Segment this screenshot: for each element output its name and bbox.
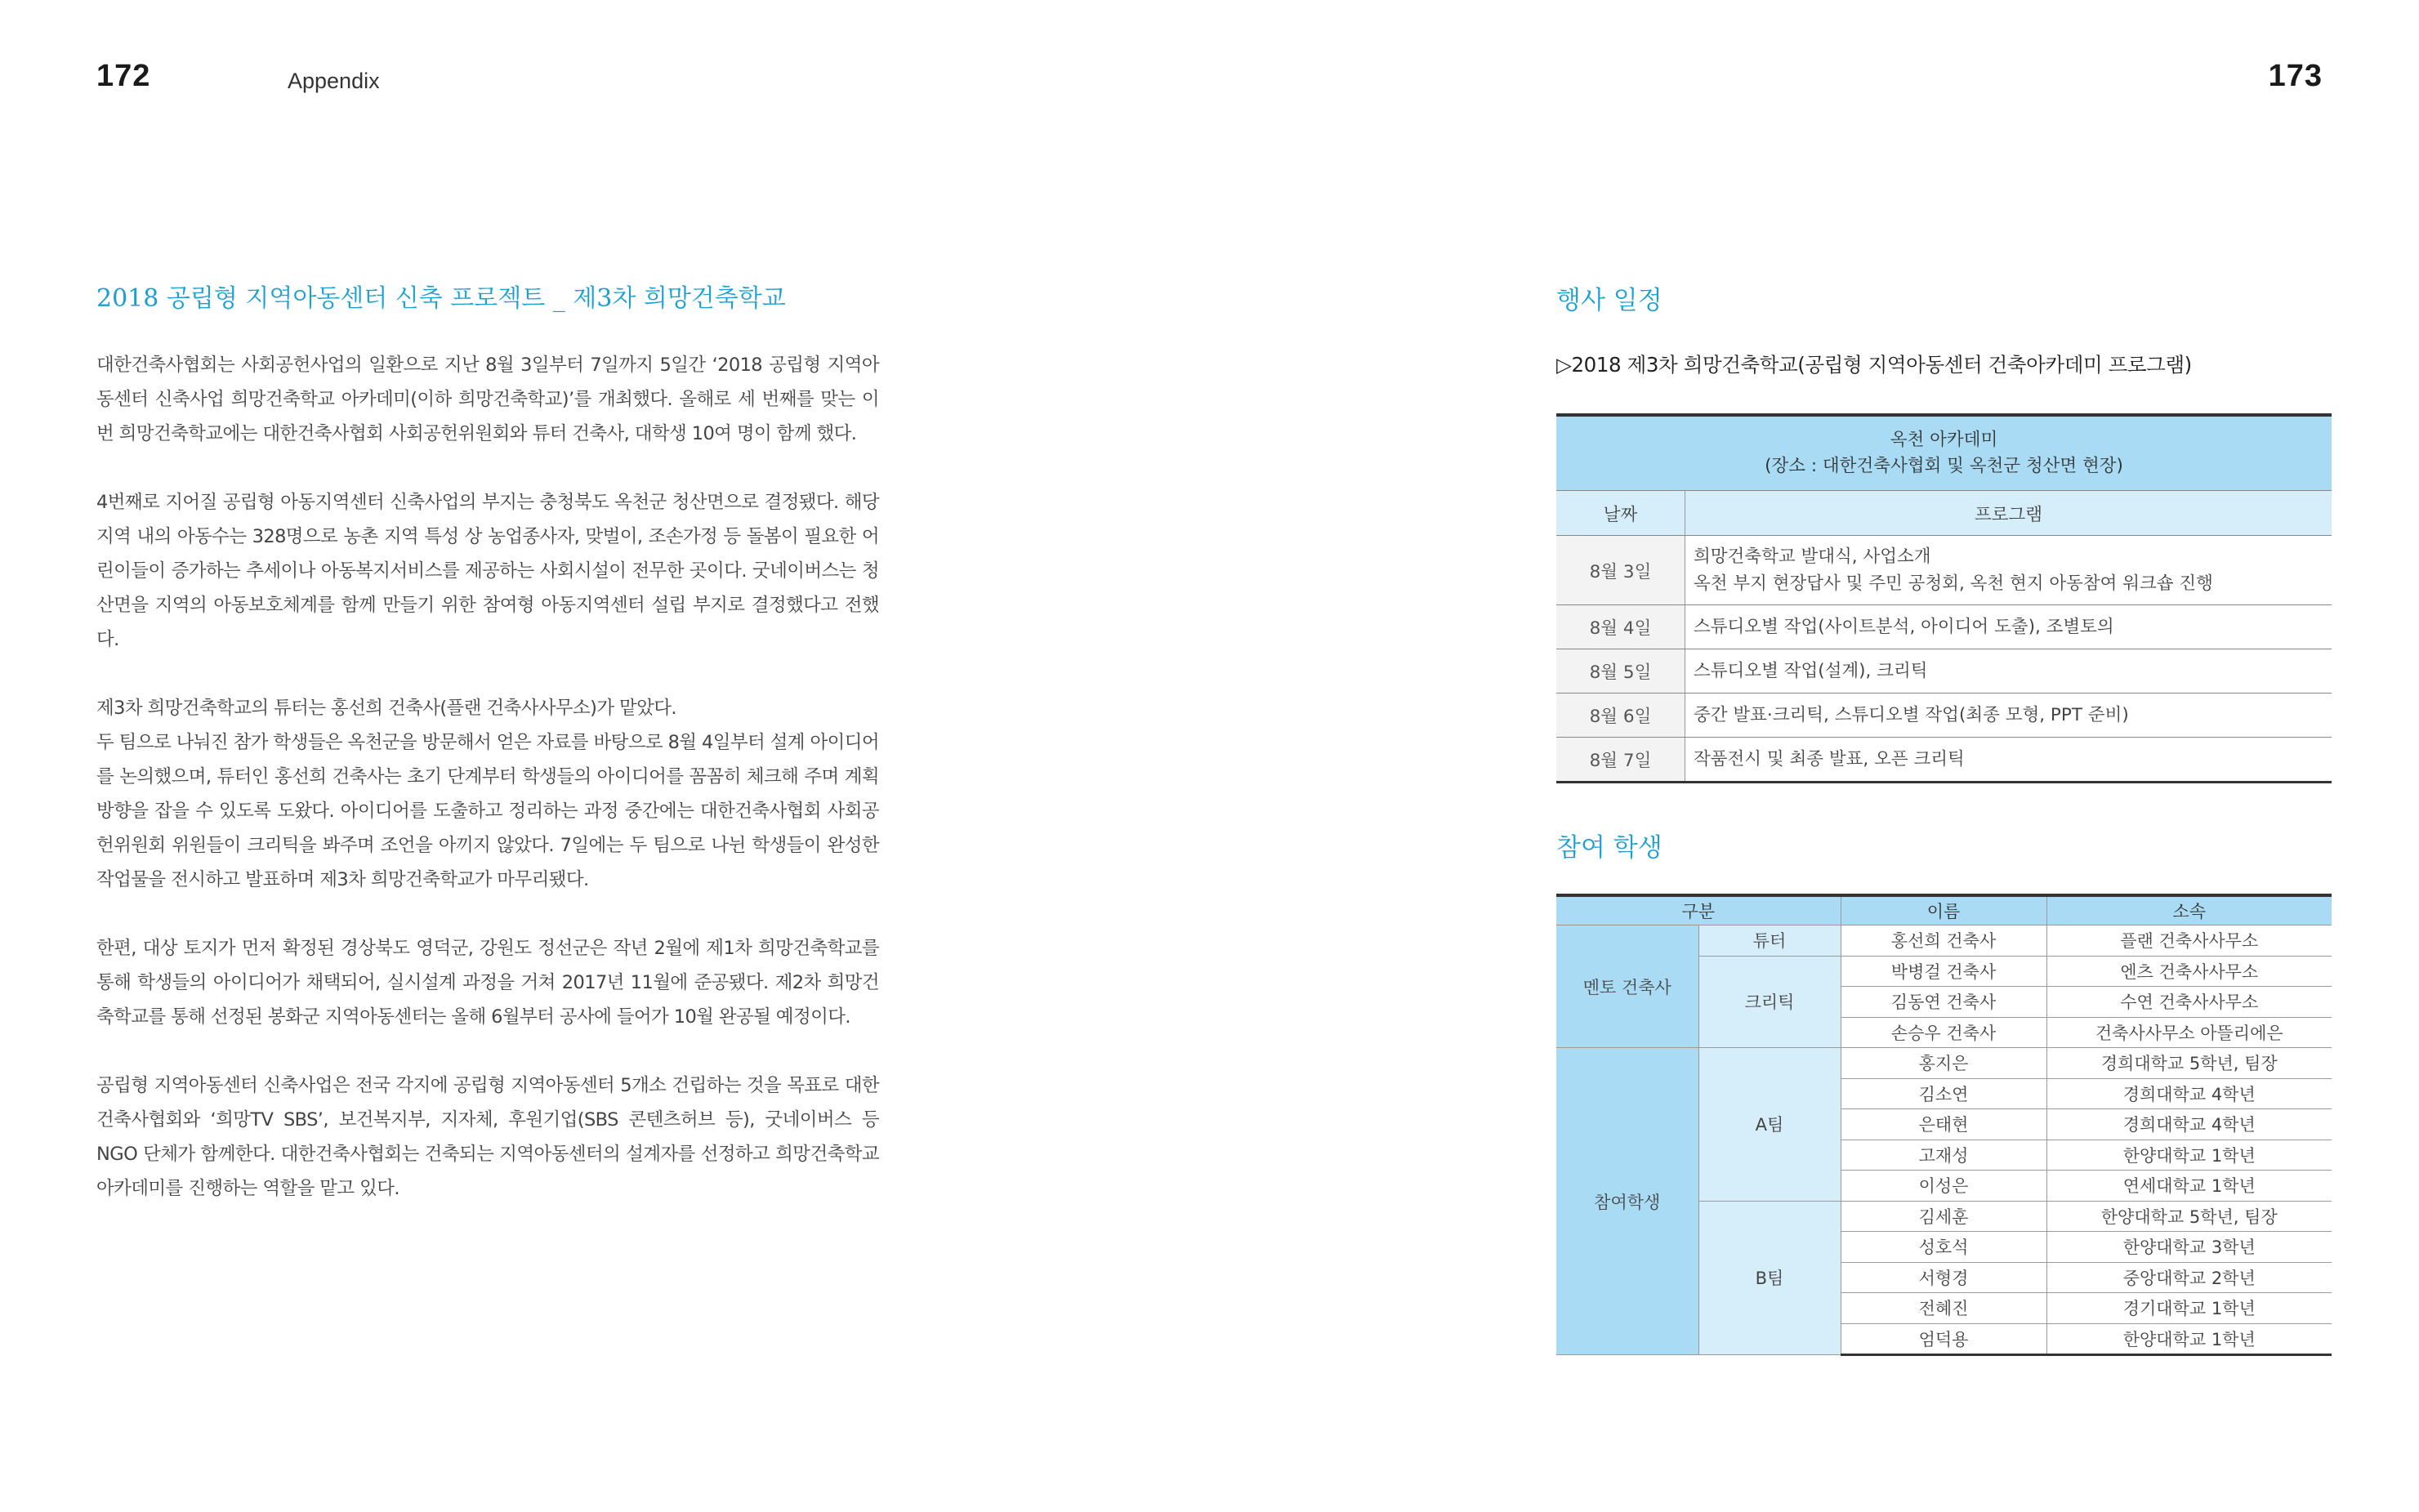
member-affiliation: 건축사사무소 아뜰리에은	[2046, 1017, 2332, 1048]
venue-subtitle: (장소 : 대한건축사협회 및 옥천군 청산면 현장)	[1765, 456, 2123, 476]
article-title: 2018 공립형 지역아동센터 신축 프로젝트 _ 제3차 희망건축학교	[96, 284, 786, 313]
venue-cell	[1556, 415, 2332, 491]
participants-heading: 참여 학생	[1556, 833, 1663, 863]
article-body	[96, 348, 879, 1240]
member-name: 이성은	[1841, 1171, 2046, 1202]
member-name: 은태현	[1841, 1109, 2046, 1140]
member-name: 고재성	[1841, 1140, 2046, 1171]
member-affiliation: 경희대학교 4학년	[2046, 1078, 2332, 1109]
schedule-row	[1556, 694, 2332, 738]
member-name: 손승우 건축사	[1841, 1017, 2046, 1048]
member-affiliation: 경희대학교 4학년	[2046, 1109, 2332, 1140]
group-column-header: 구분	[1556, 895, 1841, 925]
venue-title: 옥천 아카데미	[1890, 430, 1998, 450]
schedule-row	[1556, 649, 2332, 694]
schedule-date: 8월 6일	[1556, 694, 1685, 738]
affiliation-column-header: 소속	[2046, 895, 2332, 925]
article-paragraph-1: 대한건축사협회는 사회공헌사업의 일환으로 지난 8월 3일부터 7일까지 5일간 ‘2018 공립형 지역아동센터 신축사업 희망건축학교 아카데미(이하 희망건축학교)’를 개최했다. 올해로 세 번째를 맞는 이번 희망건축학교에는 대한건축사협회 사회공헌위원회와 튜터 건축사, 대학생 10여 명이 함께 했다.	[96, 355, 879, 444]
mentor-group-label: 멘토 건축사	[1556, 925, 1698, 1048]
member-affiliation: 경기대학교 1학년	[2046, 1293, 2332, 1324]
schedule-date: 8월 7일	[1556, 738, 1685, 783]
article-paragraph-3: 제3차 희망건축학교의 튜터는 홍선희 건축사(플랜 건축사사무소)가 맡았다. 두 팀으로 나눠진 참가 학생들은 옥천군을 방문해서 얻은 자료를 바탕으로 8월 4일부터 설계 아이디어를 논의했으며, 튜터인 홍선희 건축사는 초기 단계부터 학생들의 아이디어를 꼼꼼히 체크해 주며 계획 방향을 잡을 수 있도록 도왔다. 아이디어를 도출하고 정리하는 과정 중간에는 대한건축사협회 사회공헌위원회 위원들이 크리틱을 봐주며 조언을 아끼지 않았다. 7일에는 두 팀으로 나뉜 학생들이 완성한 작업물을 전시하고 발표하며 제3차 희망건축학교가 마무리됐다.	[96, 698, 880, 890]
page-number-right: 173	[2268, 59, 2323, 93]
schedule-row	[1556, 605, 2332, 649]
member-name: 성호석	[1841, 1232, 2046, 1263]
date-column-header: 날짜	[1556, 491, 1685, 536]
schedule-program: 작품전시 및 최종 발표, 오픈 크리틱	[1685, 738, 2332, 783]
schedule-row	[1556, 738, 2332, 783]
participants-table	[1556, 894, 2332, 1356]
member-name: 홍지은	[1841, 1048, 2046, 1079]
member-affiliation: 한양대학교 5학년, 팀장	[2046, 1201, 2332, 1232]
schedule-heading: 행사 일정	[1556, 286, 1663, 315]
member-name: 김동연 건축사	[1841, 987, 2046, 1018]
program-column-header: 프로그램	[1685, 491, 2332, 536]
member-affiliation: 한양대학교 1학년	[2046, 1140, 2332, 1171]
member-name: 김소연	[1841, 1078, 2046, 1109]
schedule-program: 스튜디오별 작업(설계), 크리틱	[1685, 649, 2332, 694]
article-paragraph-2: 4번째로 지어질 공립형 아동지역센터 신축사업의 부지는 충청북도 옥천군 청산면으로 결정됐다. 해당 지역 내의 아동수는 328명으로 농촌 지역 특성 상 농업종사자, 맞벌이, 조손가정 등 돌봄이 필요한 어린이들이 증가하는 추세이나 아동복지서비스를 제공하는 사회시설이 전무한 곳이다. 굿네이버스는 청산면을 지역의 아동보호체계를 함께 만들기 위한 참여형 아동지역센터 설립 부지로 결정했다고 전했다.	[96, 492, 879, 650]
member-affiliation: 수연 건축사사무소	[2046, 987, 2332, 1018]
member-name: 박병걸 건축사	[1841, 956, 2046, 987]
schedule-program: 중간 발표·크리틱, 스튜디오별 작업(최종 모형, PPT 준비)	[1685, 694, 2332, 738]
schedule-program: 희망건축학교 발대식, 사업소개 옥천 부지 현장답사 및 주민 공청회, 옥천 현지 아동참여 워크숍 진행	[1685, 536, 2332, 605]
schedule-table	[1556, 413, 2332, 783]
member-affiliation: 연세대학교 1학년	[2046, 1171, 2332, 1202]
team-a-label: A팀	[1698, 1048, 1841, 1202]
article-paragraph-5: 공립형 지역아동센터 신축사업은 전국 각지에 공립형 지역아동센터 5개소 건립하는 것을 목표로 대한건축사협회와 ‘희망TV SBS’, 보건복지부, 지자체, 후원기업(SBS 콘텐츠허브 등), 굿네이버스 등 NGO 단체가 함께한다. 대한건축사협회는 건축되는 지역아동센터의 설계자를 선정하고 희망건축학교 아카데미를 진행하는 역할을 맡고 있다.	[96, 1075, 879, 1199]
member-affiliation: 한양대학교 1학년	[2046, 1323, 2332, 1355]
tutor-label: 튜터	[1698, 925, 1841, 957]
name-column-header: 이름	[1841, 895, 2046, 925]
member-name: 엄덕용	[1841, 1323, 2046, 1355]
article-paragraph-4: 한편, 대상 토지가 먼저 확정된 경상북도 영덕군, 강원도 정선군은 작년 2월에 제1차 희망건축학교를 통해 학생들의 아이디어가 채택되어, 실시설계 과정을 거쳐 2017년 11월에 준공됐다. 제2차 희망건축학교를 통해 선정된 봉화군 지역아동센터는 올해 6월부터 공사에 들어가 10월 완공될 예정이다.	[96, 938, 879, 1028]
schedule-date: 8월 3일	[1556, 536, 1685, 605]
schedule-program: 스튜디오별 작업(사이트분석, 아이디어 도출), 조별토의	[1685, 605, 2332, 649]
schedule-subheading: ▷2018 제3차 희망건축학교(공립형 지역아동센터 건축아카데미 프로그램)	[1556, 353, 2192, 377]
member-affiliation: 한양대학교 3학년	[2046, 1232, 2332, 1263]
critic-label: 크리틱	[1698, 956, 1841, 1048]
member-affiliation: 엔츠 건축사사무소	[2046, 956, 2332, 987]
member-affiliation: 중앙대학교 2학년	[2046, 1262, 2332, 1293]
schedule-date: 8월 4일	[1556, 605, 1685, 649]
team-b-label: B팀	[1698, 1201, 1841, 1355]
member-affiliation: 플랜 건축사사무소	[2046, 925, 2332, 957]
student-group-label: 참여학생	[1556, 1048, 1698, 1355]
member-affiliation: 경희대학교 5학년, 팀장	[2046, 1048, 2332, 1079]
page-number-left: 172	[96, 59, 151, 93]
member-name: 전혜진	[1841, 1293, 2046, 1324]
member-name: 서형경	[1841, 1262, 2046, 1293]
member-name: 홍선희 건축사	[1841, 925, 2046, 957]
schedule-date: 8월 5일	[1556, 649, 1685, 694]
schedule-row	[1556, 536, 2332, 605]
member-name: 김세훈	[1841, 1201, 2046, 1232]
running-title: Appendix	[288, 69, 380, 93]
